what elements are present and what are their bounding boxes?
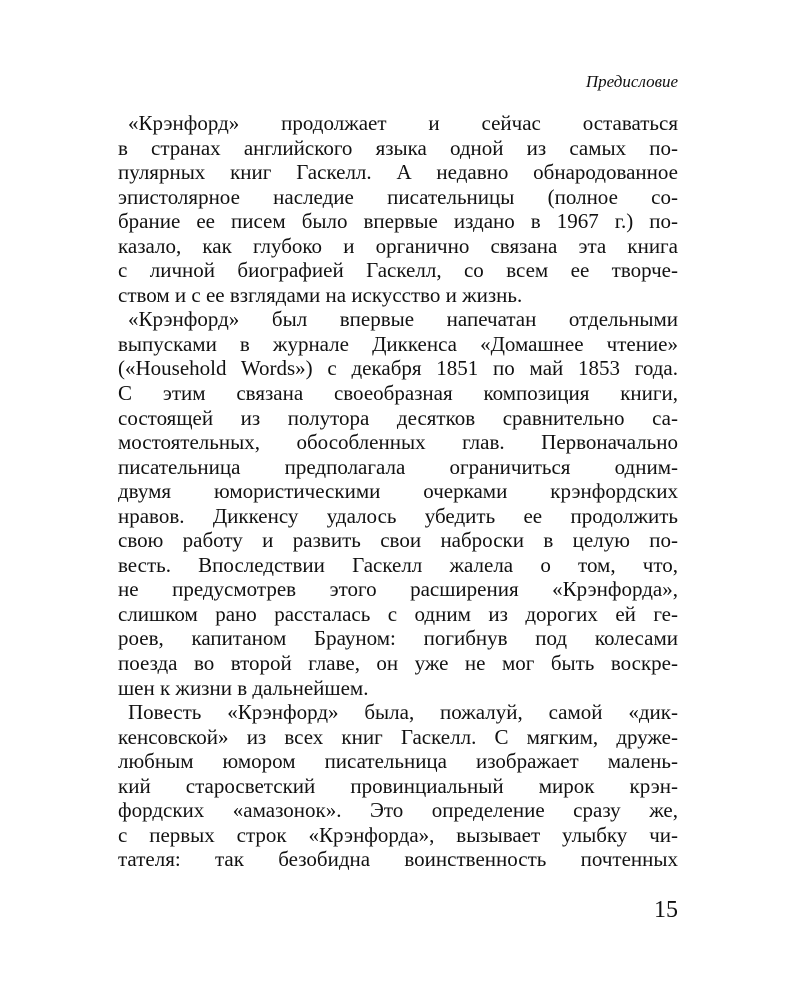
text-line: нравов. Диккенсу удалось убедить ее продолжить [118,503,678,528]
text-line: свою работу и развить свои наброски в целую по- [118,528,678,553]
text-line: («Household Words») с декабря 1851 по май 1853 года. [118,356,678,381]
text-line: слишком рано рассталась с одним из дорогих ей ге- [118,601,678,626]
text-line: ством и с ее взглядами на искусство и жизнь. [118,282,523,307]
text-line: Повесть «Крэнфорд» была, пожалуй, самой «дик- [128,700,678,725]
text-line: брание ее писем было впервые издано в 1967 г.) по- [118,209,678,234]
text-line: состоящей из полутора десятков сравнительно са- [118,405,678,430]
text-line: весть. Впоследствии Гаскелл жалела о том, что, [118,552,678,577]
running-head: Предисловие [585,72,678,91]
text-line: фордских «амазонок». Это определение сразу же, [118,798,678,823]
text-line: тателя: так безобидна воинственность почтенных [118,847,678,872]
text-line: мостоятельных, обособленных глав. Первоначально [118,430,678,455]
text-line: с первых строк «Крэнфорда», вызывает улыбку чи- [118,822,678,847]
body-text [118,111,678,872]
text-line: любным юмором писательница изображает малень- [118,749,678,774]
text-line: кенсовской» из всех книг Гаскелл. С мягким, друже- [118,724,678,749]
page-number: 15 [654,897,678,923]
text-line: выпусками в журнале Диккенса «Домашнее чтение» [118,331,678,356]
text-line: эпистолярное наследие писательницы (полное со- [118,184,678,209]
text-line: двумя юмористическими очерками крэнфордских [118,479,678,504]
text-line: роев, капитаном Брауном: погибнув под колесами [118,626,678,651]
text-line: с личной биографией Гаскелл, со всем ее творче- [118,258,678,283]
text-line: кий старосветский провинциальный мирок крэн- [118,773,678,798]
text-line: писательница предполагала ограничиться одним- [118,454,678,479]
text-line: шен к жизни в дальнейшем. [118,675,369,700]
text-line: в странах английского языка одной из самых по- [118,135,678,160]
text-line: пулярных книг Гаскелл. А недавно обнародованное [118,160,678,185]
text-line: «Крэнфорд» продолжает и сейчас оставаться [128,111,678,135]
text-line: С этим связана своеобразная композиция книги, [118,381,678,406]
text-line: не предусмотрев этого расширения «Крэнфорда», [118,577,678,602]
text-line: казало, как глубоко и органично связана эта книга [118,233,678,258]
text-line: поезда во второй главе, он уже не мог быть воскре- [118,651,678,676]
text-line: «Крэнфорд» был впервые напечатан отдельными [128,307,678,332]
